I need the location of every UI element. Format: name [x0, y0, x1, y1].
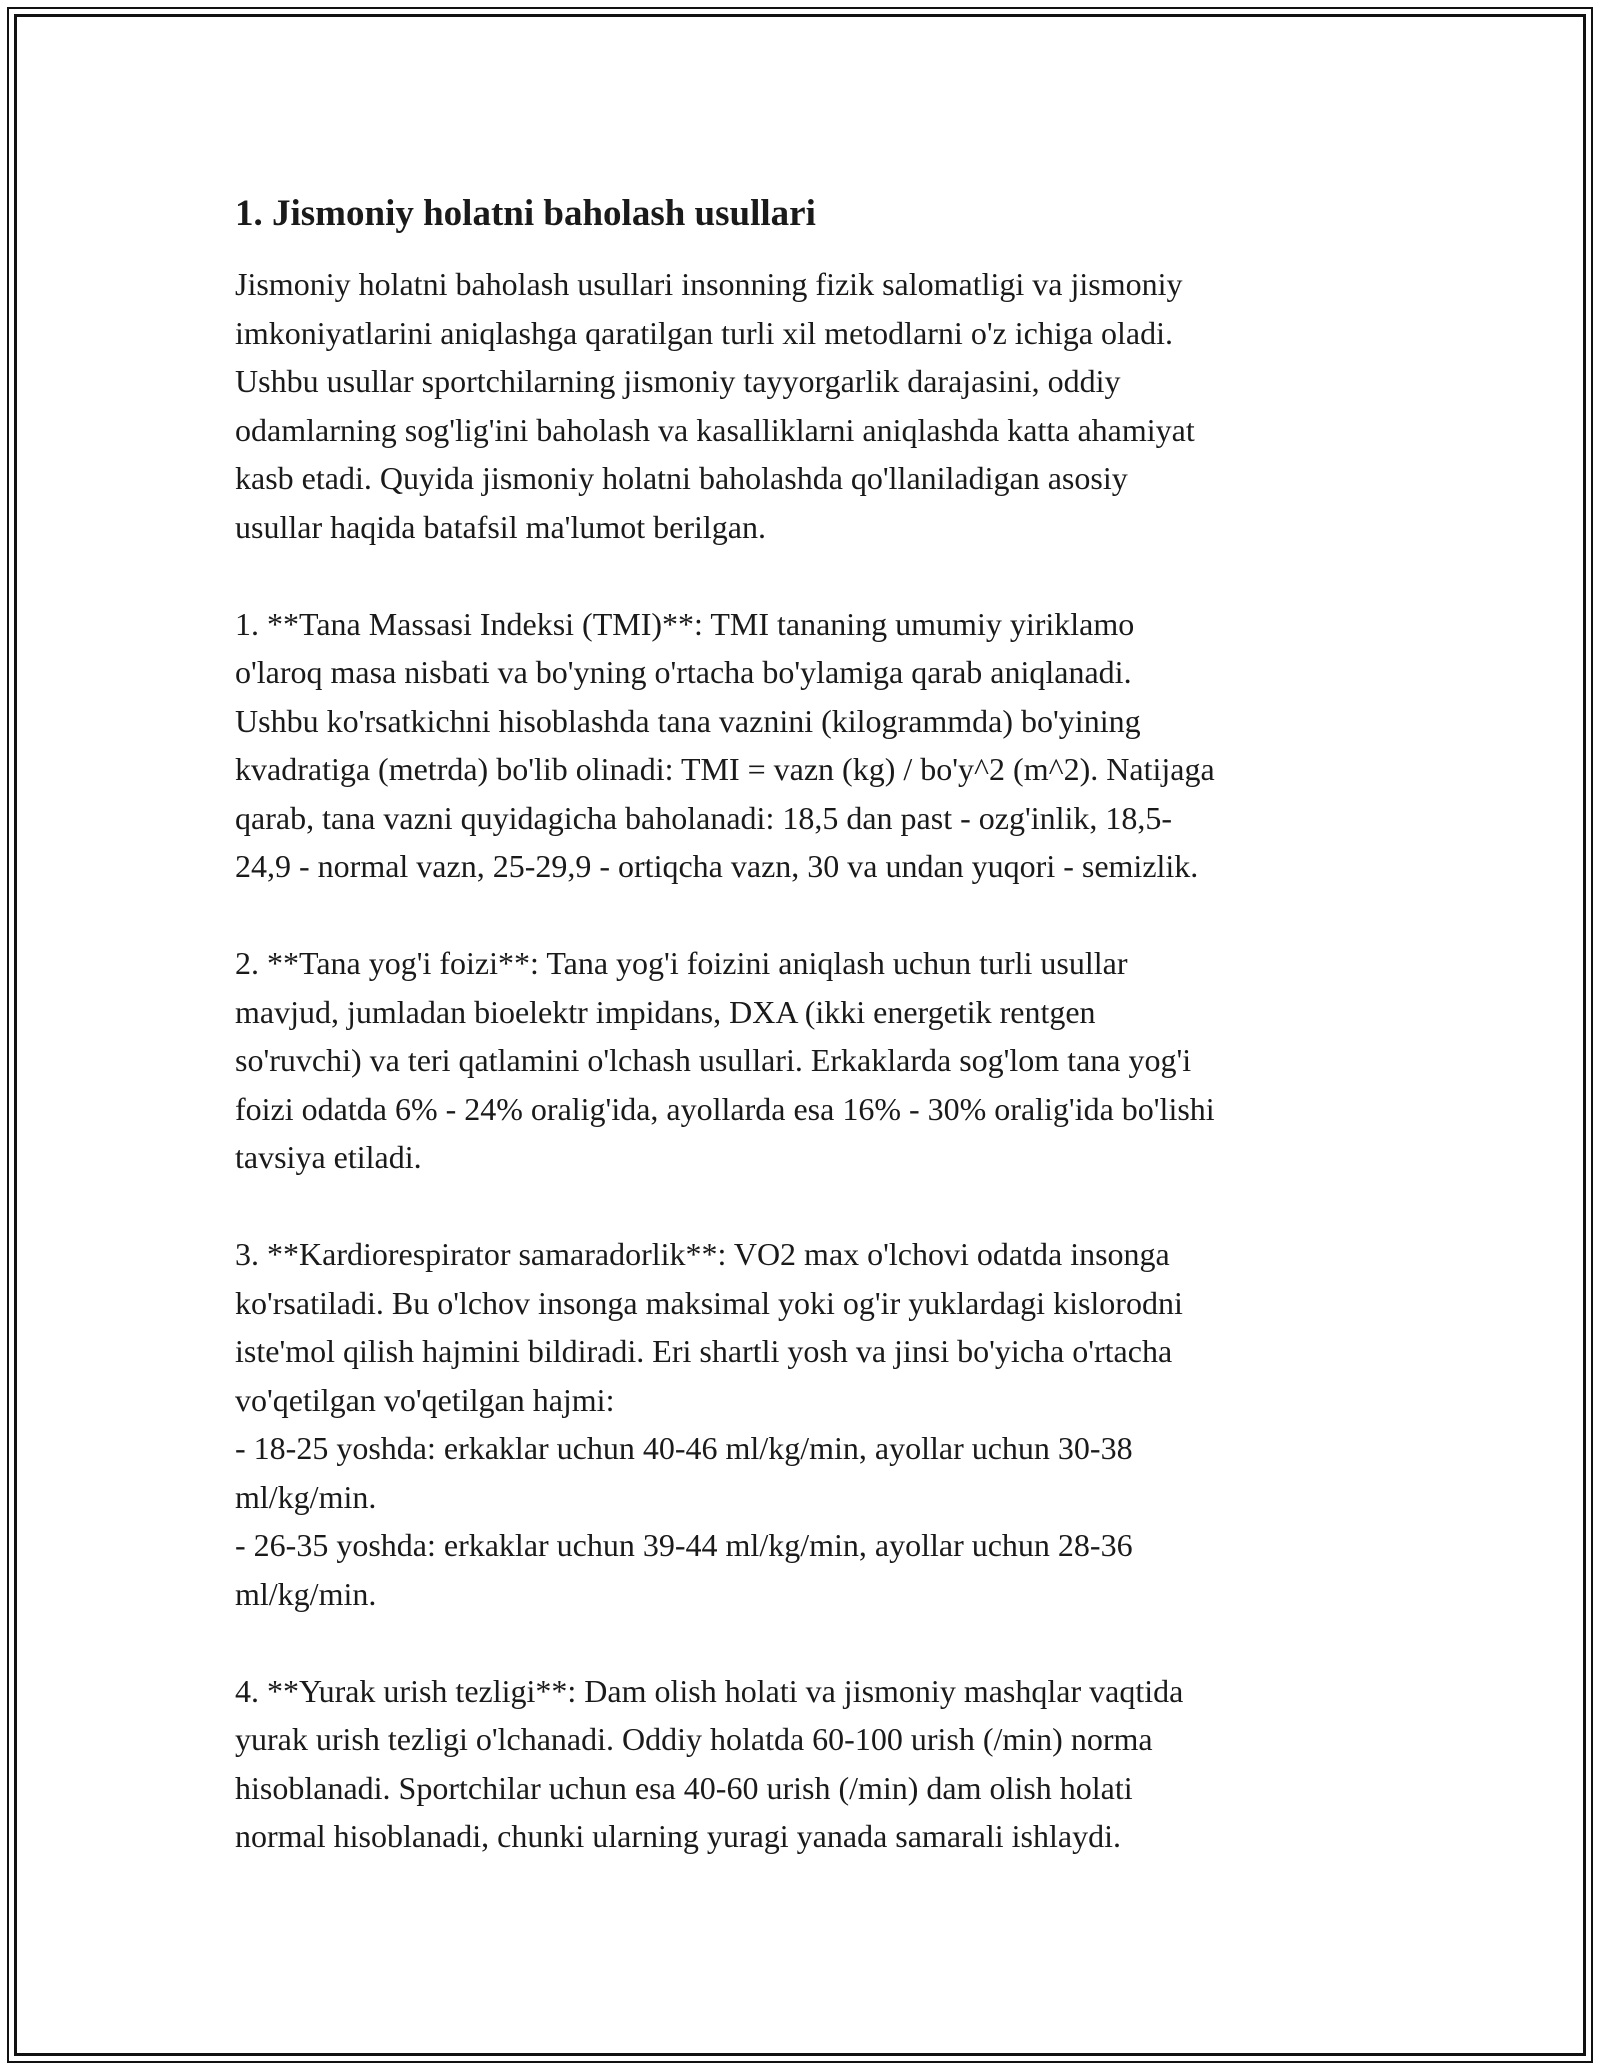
paragraph-body-fat: 2. **Tana yog'i foizi**: Tana yog'i foizini aniqlash uchun turli usullar mavjud, jumladan bioelektr impidans, DXA (ikki energetik rentgen so'ruvchi) va teri qatlamini o'lchash usullari. Erkaklarda sog'lom tana yog'i foizi odatda 6% - 24% oralig'ida, ayollarda esa 16% - 30% oralig'ida bo'lishi tavsiya etiladi. — [235, 945, 1215, 1175]
paragraph-heart-rate: 4. **Yurak urish tezligi**: Dam olish holati va jismoniy mashqlar vaqtida yurak urish tezligi o'lchanadi. Oddiy holatda 60-100 urish (/min) norma hisoblanadi. Sportchilar uchun esa 40-60 urish (/min) dam olish holati normal hisoblanadi, chunki ularning yuragi yanada samarali ishlaydi. — [235, 1672, 1184, 1854]
paragraph-gap — [235, 1618, 1365, 1667]
paragraph-gap — [235, 1182, 1365, 1231]
paragraph-gap — [235, 551, 1365, 600]
document-title: 1. Jismoniy holatni baholash usullari — [235, 193, 816, 234]
document-body — [235, 190, 1365, 1861]
intro-paragraph: Jismoniy holatni baholash usullari insonning fizik salomatligi va jismoniy imkoniyatlarini aniqlashga qaratilgan turli xil metodlarni o'z ichiga oladi. Ushbu usullar sportchilarning jismoniy tayyorgarlik darajasini, oddiy odamlarning sog'lig'ini baholash va kasalliklarni aniqlashda katta ahamiyat kasb etadi. Quyida jismoniy holatni baholashda qo'llaniladigan asosiy usullar haqida batafsil ma'lumot berilgan. — [235, 266, 1195, 545]
paragraph-cardio: 3. **Kardiorespirator samaradorlik**: VO2 max o'lchovi odatda insonga ko'rsatiladi. Bu o'lchov insonga maksimal yoki og'ir yuklardagi kislorodni iste'mol qilish hajmini bildiradi. Eri shartli yosh va jinsi bo'yicha o'rtacha vo'qetilgan vo'qetilgan hajmi: - 18-25 yoshda: erkaklar uchun 40-46 ml/kg/min, ayollar uchun 30-38 ml/kg/min. - 26-35 yoshda: erkaklar uchun 39-44 ml/kg/min, ayollar uchun 28-36 ml/kg/min. — [235, 1236, 1183, 1612]
paragraph-bmi: 1. **Tana Massasi Indeksi (TMI)**: TMI tananing umumiy yiriklamo o'laroq masa nisbati va bo'yning o'rtacha bo'ylamiga qarab aniqlanadi. Ushbu ko'rsatkichni hisoblashda tana vaznini (kilogrammda) bo'yining kvadratiga (metrda) bo'lib olinadi: TMI = vazn (kg) / bo'y^2 (m^2). Natijaga qarab, tana vazni quyidagicha baholanadi: 18,5 dan past - ozg'inlik, 18,5- 24,9 - normal vazn, 25-29,9 - ortiqcha vazn, 30 va undan yuqori - semizlik. — [235, 605, 1215, 884]
paragraph-gap — [235, 891, 1365, 940]
